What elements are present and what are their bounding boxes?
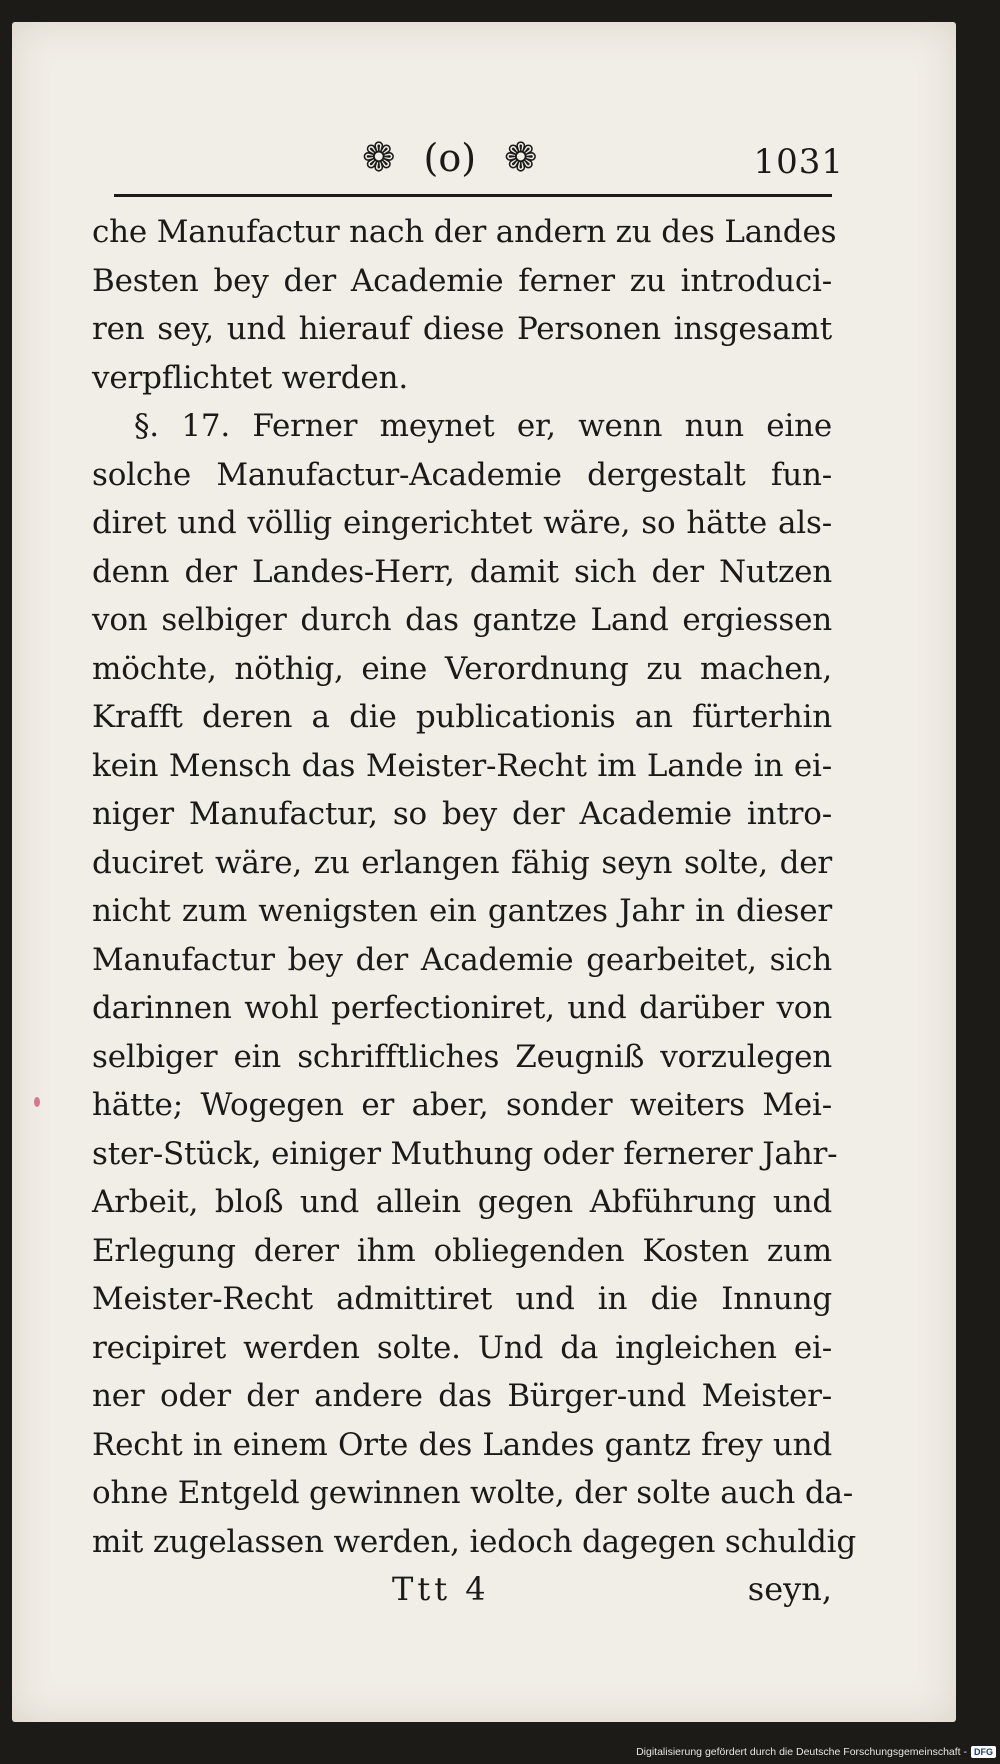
text-line: Manufactur bey der Academie gearbeitet, sich xyxy=(92,941,832,978)
text-line: ner oder der andere das Bürger-und Meister- xyxy=(92,1378,832,1414)
text-line: niger Manufactur, so bey der Academie intro- xyxy=(92,796,832,832)
book-page xyxy=(12,22,956,1722)
text-line: darinnen wohl perfectioniret, und darüber von xyxy=(92,990,832,1026)
text-line: von selbiger durch das gantze Land ergiessen xyxy=(92,602,832,638)
flower-ornament-right-icon: ❁ xyxy=(504,135,538,181)
text-line: solche Manufactur-Academie dergestalt fun- xyxy=(92,456,832,493)
text-line: ster-Stück, einiger Muthung oder fernerer Jahr- xyxy=(92,1135,838,1172)
text-line: hätte; Wogegen er aber, sonder weiters Mei- xyxy=(92,1087,832,1123)
text-line: kein Mensch das Meister-Recht im Lande in ei- xyxy=(92,747,832,784)
text-line: Recht in einem Orte des Landes gantz frey und xyxy=(92,1426,832,1463)
digitization-credit xyxy=(636,1746,996,1758)
text-line: recipiret werden solte. Und da ingleichen ei- xyxy=(92,1329,832,1366)
text-line: selbiger ein schrifftliches Zeugniß vorzulegen xyxy=(92,1038,832,1075)
text-line: ohne Entgeld gewinnen wolte, der solte auch da- xyxy=(92,1475,854,1511)
page-number: 1031 xyxy=(753,142,844,182)
text-line: Krafft deren a die publicationis an fürterhin xyxy=(92,699,832,735)
signature-mark: Ttt 4 xyxy=(392,1570,490,1608)
text-line: verpflichtet werden. xyxy=(92,359,408,396)
text-line: Besten bey der Academie ferner zu introduci- xyxy=(92,262,832,299)
page-footer xyxy=(92,1570,832,1620)
page-header xyxy=(92,132,844,190)
credit-text: Digitalisierung gefördert durch die Deutsche Forschungsgemeinschaft - xyxy=(636,1746,967,1758)
text-line: che Manufactur nach der andern zu des Landes xyxy=(92,214,837,250)
text-line: ren sey, und hierauf diese Personen insgesamt xyxy=(92,311,832,347)
text-line: Erlegung derer ihm obliegenden Kosten zum xyxy=(92,1232,832,1269)
header-rule xyxy=(114,194,832,197)
text-line: nicht zum wenigsten ein gantzes Jahr in dieser xyxy=(92,893,832,929)
ornament-center: (o) xyxy=(423,136,477,180)
dfg-logo: DFG xyxy=(971,1746,996,1758)
header-ornament xyxy=(362,135,538,181)
text-line: mit zugelassen werden, iedoch dagegen schuldig xyxy=(92,1523,857,1560)
ink-smudge xyxy=(34,1097,40,1107)
body-text xyxy=(92,208,857,1566)
text-line: Arbeit, bloß und allein gegen Abführung und xyxy=(92,1184,832,1220)
text-line: diret und völlig eingerichtet wäre, so hätte als- xyxy=(92,505,832,541)
page-content xyxy=(92,132,857,1620)
catchword: seyn, xyxy=(747,1570,832,1608)
text-line: Meister-Recht admittiret und in die Innung xyxy=(92,1281,832,1317)
text-line: möchte, nöthig, eine Verordnung zu machen, xyxy=(92,650,832,687)
flower-ornament-left-icon: ❁ xyxy=(362,135,396,181)
text-line-paragraph-start: §. 17. Ferner meynet er, wenn nun eine xyxy=(134,408,832,444)
text-line: denn der Landes-Herr, damit sich der Nutzen xyxy=(92,553,832,590)
text-line: duciret wäre, zu erlangen fähig seyn solte, der xyxy=(92,844,832,881)
